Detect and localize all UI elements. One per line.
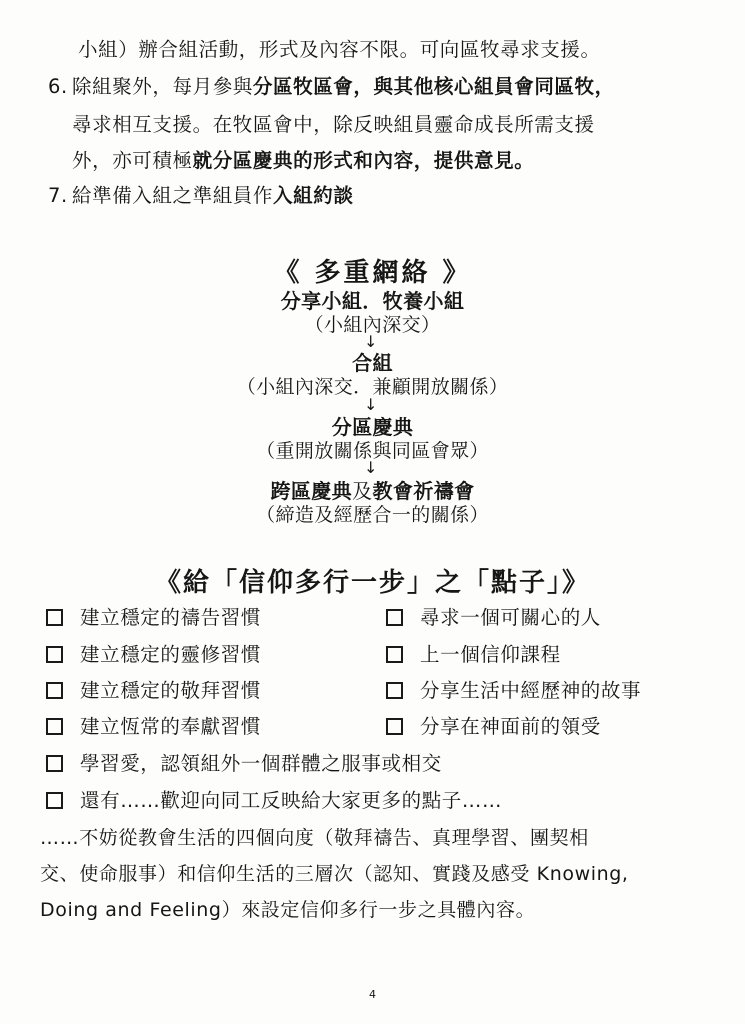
checkbox-item (46, 713, 261, 741)
item-6-text-3c: 。 (514, 149, 535, 172)
checkbox-item (386, 604, 601, 632)
network-level-1-desc: （小組內深交） (304, 314, 441, 336)
checkbox-label: 還有……歡迎向同工反映給大家更多的點子…… (80, 789, 503, 812)
network-level-4-name (0, 478, 745, 504)
checkbox[interactable] (46, 682, 63, 699)
down-arrow-icon: ↓ (364, 332, 378, 351)
network-level-2-desc: （小組內深交．兼顧開放關係） (236, 376, 509, 398)
closing-line-1: ……不妨從教會生活的四個向度（敬拜禱告、真理學習、團契相 (40, 827, 589, 849)
network-level-1-name: 分享小組．牧養小組 (280, 289, 465, 313)
checkbox-item (46, 641, 261, 669)
checkbox[interactable] (386, 718, 403, 735)
page-number: 4 (369, 988, 376, 1001)
checkbox-label: 建立穩定的敬拜習慣 (80, 679, 261, 702)
checkbox-item (46, 677, 261, 705)
item-6-text-a: 除組聚外，每月參與 (72, 75, 253, 98)
checkbox[interactable] (46, 609, 63, 626)
checkbox-label: 學習愛，認領組外一個群體之服事或相交 (80, 752, 442, 775)
item-6-number: 6. (48, 75, 68, 98)
closing-line-2: 交、使命服事）和信仰生活的三層次（認知、實踐及感受 Knowing, (40, 863, 629, 885)
item-7-emphasis: 入組約談 (273, 184, 354, 207)
checkbox-label: 建立穩定的禱告習慣 (80, 606, 261, 629)
item-6-line-2: 尋求相互支援。在牧區會中，除反映組員靈命成長所需支援 (72, 113, 595, 136)
checkbox-item (386, 677, 641, 705)
item-6-emphasis-b: 就分區慶典的形式和內容，提供意見 (192, 149, 515, 172)
network-level-4-name-c: 教會祈禱會 (372, 479, 475, 503)
network-level-4-desc: （締造及經歷合一的關係） (256, 504, 489, 526)
checkbox[interactable] (386, 646, 403, 663)
checkbox-label: 建立穩定的靈修習慣 (80, 643, 261, 666)
checkbox-item (46, 750, 442, 778)
checkbox-label: 分享生活中經歷神的故事 (420, 679, 642, 702)
item-6-line-3 (72, 147, 534, 175)
checkbox-item (386, 713, 601, 741)
checkbox[interactable] (386, 682, 403, 699)
down-arrow-icon: ↓ (364, 458, 378, 477)
checkbox-item (46, 787, 502, 815)
checkbox-label: 尋求一個可關心的人 (420, 606, 601, 629)
down-arrow-icon: ↓ (364, 395, 378, 414)
item-7-number: 7. (48, 184, 68, 207)
network-level-2-name: 合組 (352, 351, 393, 375)
item-7-line (48, 182, 353, 210)
network-level-3-desc: （重開放關係與同區會眾） (256, 440, 489, 462)
item-6-text-3a: 外，亦可積極 (72, 149, 193, 172)
checkbox-item (386, 641, 561, 669)
intro-line: 小組）辦合組活動，形式及內容不限。可向區牧尋求支援。 (78, 38, 601, 61)
item-7-text-a: 給準備入組之準組員作 (72, 184, 274, 207)
item-6-emphasis-a: 分區牧區會 (252, 75, 354, 98)
network-level-3-name: 分區慶典 (331, 415, 414, 439)
item-6-text-c: ，與其他核心組員會同區牧， (353, 75, 615, 98)
checkbox[interactable] (46, 646, 63, 663)
item-6-line-1 (48, 73, 615, 101)
checkbox[interactable] (46, 718, 63, 735)
checkbox[interactable] (46, 755, 63, 772)
network-level-4-name-b: 及 (352, 479, 373, 503)
network-level-4-name-a: 跨區慶典 (270, 479, 353, 503)
ideas-title: 《給「信仰多行一步」之「點子」》 (154, 568, 590, 598)
checkbox[interactable] (46, 792, 63, 809)
checkbox-label: 分享在神面前的領受 (420, 715, 601, 738)
checkbox-label: 上一個信仰課程 (420, 643, 561, 666)
closing-line-3: Doing and Feeling）來設定信仰多行一步之具體內容。 (40, 899, 536, 921)
checkbox-label: 建立恆常的奉獻習慣 (80, 715, 261, 738)
network-title: 《 多重網絡 》 (273, 258, 472, 288)
checkbox-item (46, 604, 261, 632)
checkbox[interactable] (386, 609, 403, 626)
